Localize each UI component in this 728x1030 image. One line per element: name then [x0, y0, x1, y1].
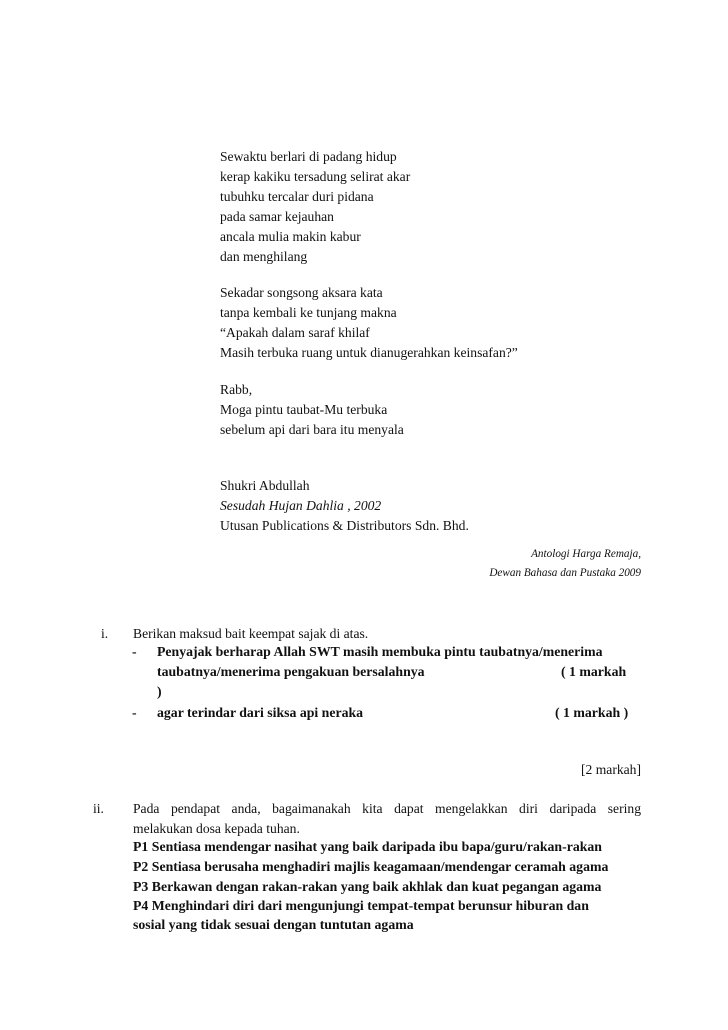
answer-line: agar terindar dari siksa api neraka [157, 705, 364, 720]
poem-line: Sewaktu berlari di padang hidup [220, 149, 397, 164]
poem-author: Shukri Abdullah [220, 478, 310, 493]
poem-line: tanpa kembali ke tunjang makna [220, 305, 397, 320]
question-text: melakukan dosa kepada tuhan. [133, 821, 300, 836]
poem-line: Masih terbuka ruang untuk dianugerahkan keinsafan?” [220, 345, 518, 360]
answer-dash: - [132, 705, 137, 720]
poem-publisher: Utusan Publications & Distributors Sdn. Bhd. [220, 518, 469, 533]
question-number: i. [101, 626, 109, 641]
answer-line: Penyajak berharap Allah SWT masih membuka pintu taubatnya/menerima [157, 644, 603, 659]
total-marks: [2 markah] [580, 762, 641, 777]
source-publisher: Dewan Bahasa dan Pustaka 2009 [489, 567, 641, 579]
answer-point: P2 Sentiasa berusaha menghadiri majlis keagamaan/mendengar ceramah agama [133, 859, 609, 874]
answer-line: taubatnya/menerima pengakuan bersalahnya [157, 664, 425, 679]
poem-line: Rabb, [220, 382, 253, 397]
poem-line: tubuhku tercalar duri pidana [220, 189, 374, 204]
answer-line: ) [157, 684, 162, 699]
question-number: ii. [93, 801, 104, 816]
answer-point: P4 Menghindari diri dari mengunjungi tempat-tempat berunsur hiburan dan [133, 898, 589, 913]
question-text: Pada pendapat anda, bagaimanakah kita dapat mengelakkan diri daripada sering [133, 801, 641, 816]
poem-line: ancala mulia makin kabur [220, 229, 361, 244]
poem-line: “Apakah dalam saraf khilaf [220, 325, 370, 340]
poem-book: Sesudah Hujan Dahlia , 2002 [220, 498, 382, 513]
answer-point: P1 Sentiasa mendengar nasihat yang baik daripada ibu bapa/guru/rakan-rakan [133, 839, 602, 854]
source-anthology: Antologi Harga Remaja, [531, 548, 641, 560]
poem-line: pada samar kejauhan [220, 209, 334, 224]
answer-point: sosial yang tidak sesuai dengan tuntutan agama [133, 917, 414, 932]
answer-mark: ( 1 markah ) [555, 705, 629, 720]
poem-line: sebelum api dari bara itu menyala [220, 422, 404, 437]
answer-dash: - [132, 644, 137, 659]
poem-line: dan menghilang [220, 249, 308, 264]
answer-point: P3 Berkawan dengan rakan-rakan yang baik akhlak dan kuat pegangan agama [133, 879, 602, 894]
poem-line: Moga pintu taubat-Mu terbuka [220, 402, 388, 417]
poem-line: kerap kakiku tersadung selirat akar [220, 169, 411, 184]
poem-line: Sekadar songsong aksara kata [220, 285, 383, 300]
answer-mark: ( 1 markah [561, 664, 627, 679]
question-text: Berikan maksud bait keempat sajak di atas. [133, 626, 369, 641]
